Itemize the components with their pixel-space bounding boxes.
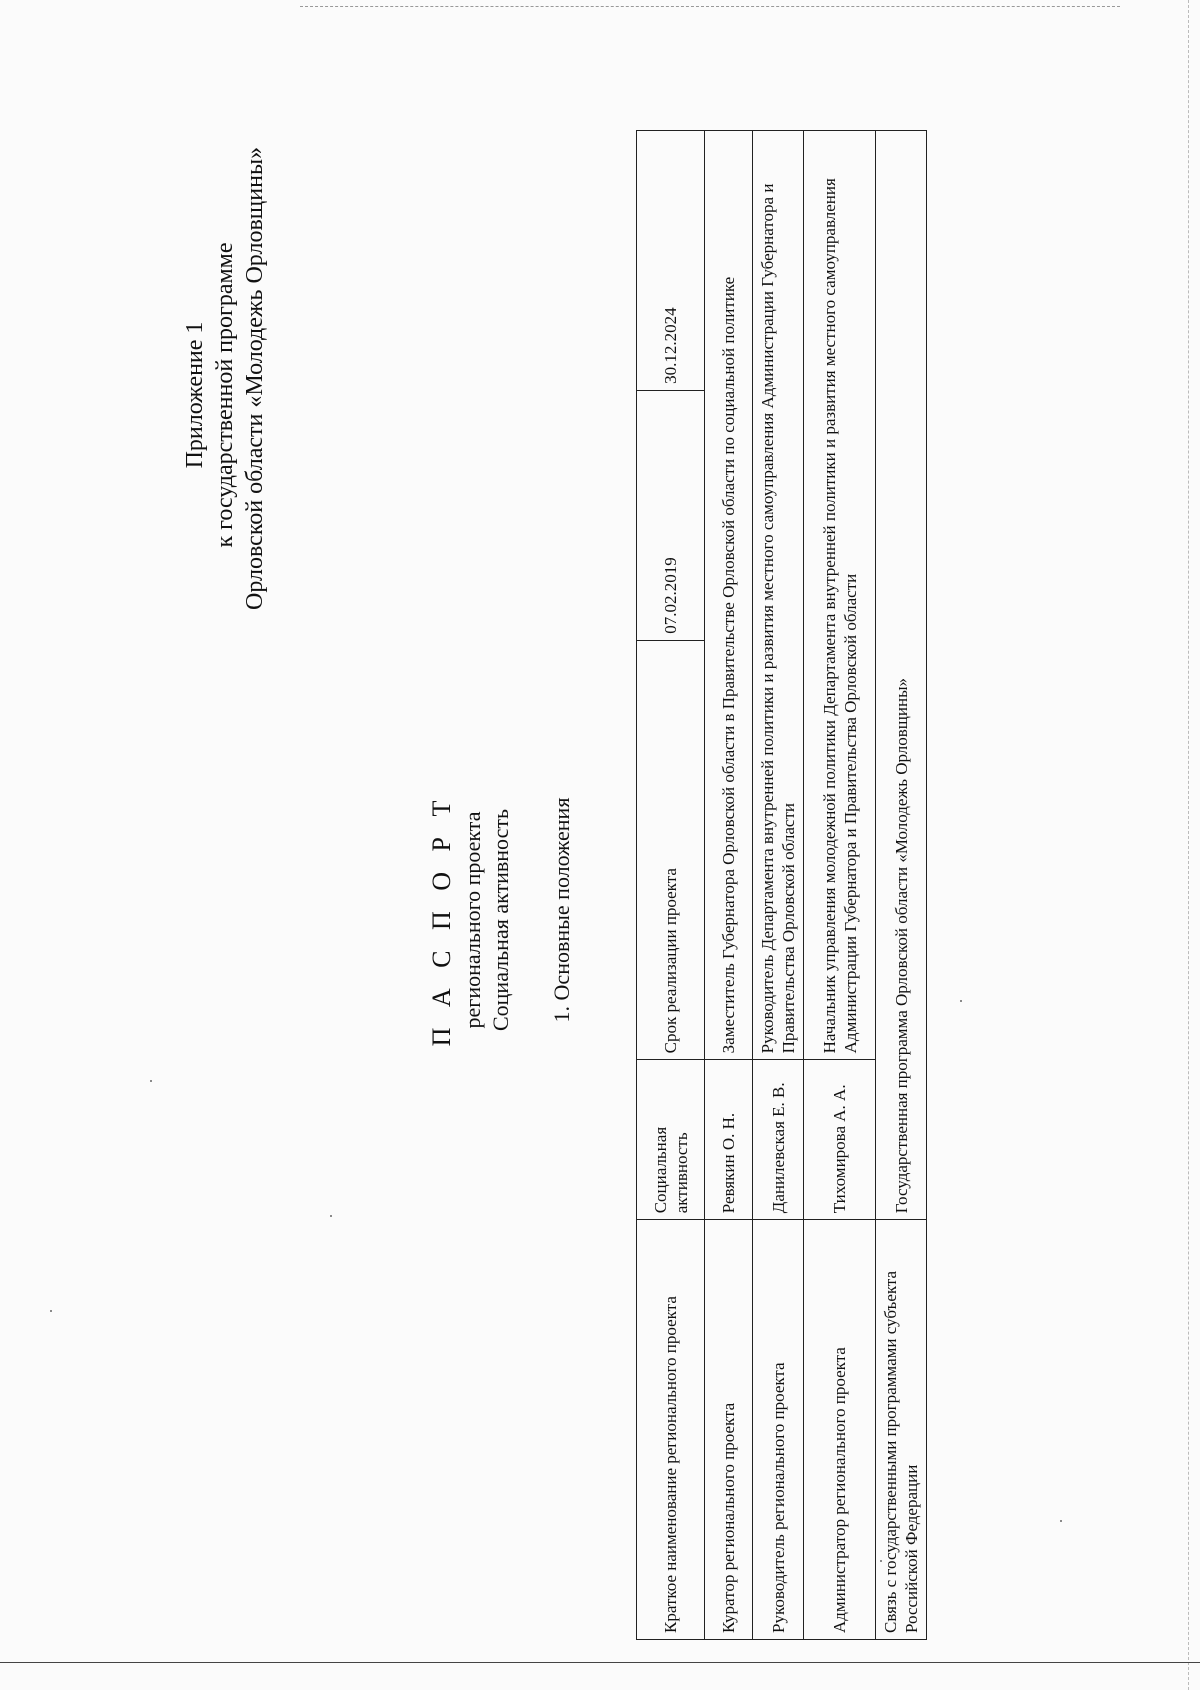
table-cell-start-date: 07.02.2019 <box>637 390 705 640</box>
table-cell-person: Данилевская Е. В. <box>753 1060 804 1220</box>
appendix-header <box>180 146 270 610</box>
table-cell-position: Заместитель Губернатора Орловской области в Правительстве Орловской области по социальной политике <box>705 131 753 1060</box>
passport-subtitle-2: Социальная активность <box>488 808 513 1032</box>
table-row <box>804 131 876 1640</box>
section-title: 1. Основные положения <box>549 797 574 1023</box>
table-cell-label: Краткое наименование регионального проекта <box>637 1220 705 1640</box>
appendix-line-2: к государственной программе <box>212 242 238 548</box>
scan-edge-top <box>300 6 1120 7</box>
table-row <box>637 131 705 1640</box>
table-cell-value: Социальная активность <box>637 1060 705 1220</box>
table-cell-label: Связь с государственными программами субъекта Российской Федерации <box>876 1220 927 1640</box>
table-cell-end-date: 30.12.2024 <box>637 131 705 391</box>
appendix-line-1: Приложение 1 <box>182 321 208 469</box>
passport-heading <box>425 710 515 1130</box>
appendix-line-3: Орловской области «Молодежь Орловщины» <box>242 146 268 610</box>
table-cell-label: Куратор регионального проекта <box>705 1220 753 1640</box>
table-row <box>876 131 927 1640</box>
rotated-document <box>0 80 1200 1690</box>
table-cell-label: Руководитель регионального проекта <box>753 1220 804 1640</box>
passport-title: П А С П О Р Т <box>427 793 456 1047</box>
table-row <box>705 131 753 1640</box>
passport-subtitle-1: регионального проекта <box>460 811 485 1029</box>
table-cell-position: Руководитель Департамента внутренней политики и развития местного самоуправления Администрации Губернатора и Правительства Орловской области <box>753 131 804 1060</box>
table-cell-label: Администратор регионального проекта <box>804 1220 876 1640</box>
table-cell-person: Ревякин О. Н. <box>705 1060 753 1220</box>
table-cell-program: Государственная программа Орловской области «Молодежь Орловщины» <box>876 131 927 1220</box>
table-row <box>753 131 804 1640</box>
table-cell-position: Начальник управления молодежной политики Департамента внутренней политики и развития местного самоуправления Администрации Губернатора и Правительства Орловской области <box>804 131 876 1060</box>
project-table <box>636 130 927 1640</box>
table-cell-person: Тихомирова А. А. <box>804 1060 876 1220</box>
table-cell-term-label: Срок реализации проекта <box>637 640 705 1060</box>
